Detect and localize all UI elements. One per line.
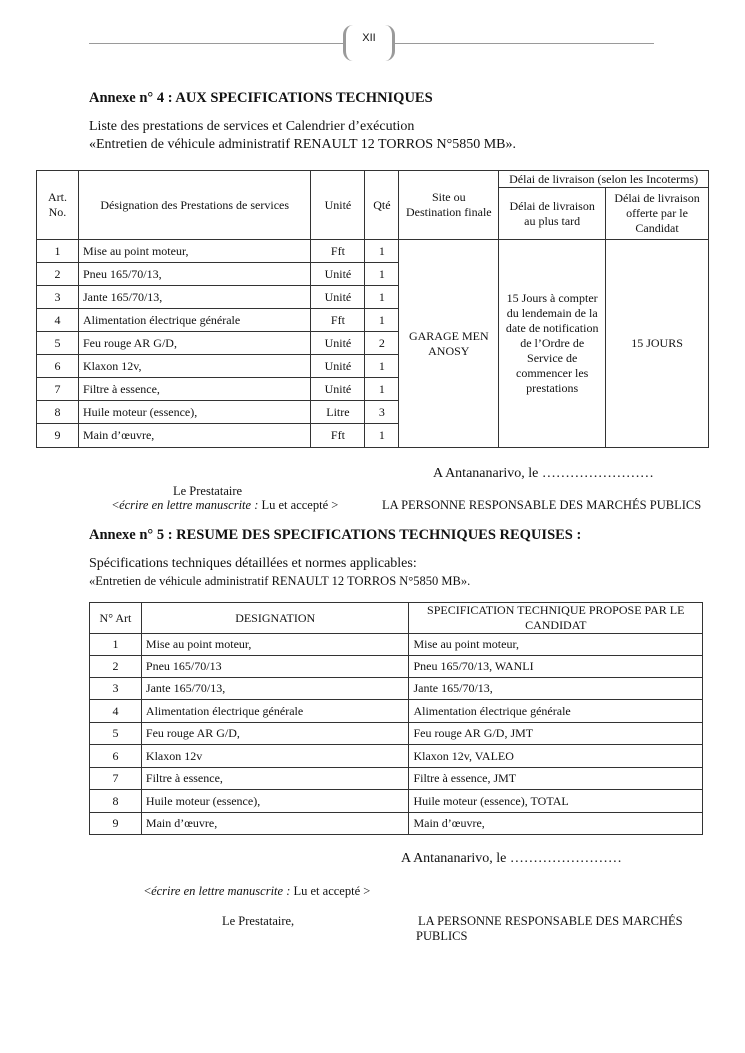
row-no: 5: [37, 332, 79, 355]
row-qte: 1: [365, 309, 399, 332]
row-spec: Feu rouge AR G/D, JMT: [409, 723, 703, 745]
row-unite: Fft: [311, 240, 365, 263]
row-spec: Klaxon 12v, VALEO: [409, 745, 703, 768]
header-rule-right: [395, 43, 654, 44]
header-qte: Qté: [365, 171, 399, 240]
annex5-prm-line2: PUBLICS: [416, 929, 468, 943]
row-unite: Unité: [311, 263, 365, 286]
table-row: [90, 678, 703, 700]
annex4-subtitle-2: «Entretien de véhicule administratif RENAULT 12 TORROS N°5850 MB».: [89, 137, 516, 152]
header-designation: DESIGNATION: [141, 603, 409, 634]
row-qte: 2: [365, 332, 399, 355]
header-art-no: Art. No.: [37, 171, 79, 240]
delai-value: 15 Jours à compter du lendemain de la date de notification de l’Ordre de Service de commencer les prestations: [499, 240, 606, 448]
row-designation: Alimentation électrique générale: [78, 309, 311, 332]
row-no: 3: [90, 678, 142, 700]
row-designation: Filtre à essence,: [141, 768, 409, 790]
manuscrite-italic: écrire en lettre manuscrite :: [151, 884, 291, 898]
row-no: 1: [90, 634, 142, 656]
row-spec: Alimentation électrique générale: [409, 700, 703, 723]
annex5-subtitle-2: «Entretien de véhicule administratif RENAULT 12 TORROS N°5850 MB».: [89, 574, 471, 588]
row-unite: Unité: [311, 378, 365, 401]
annex4-table: [36, 170, 709, 448]
row-unite: Fft: [311, 309, 365, 332]
annex5-table: [89, 602, 703, 835]
row-no: 1: [37, 240, 79, 263]
row-no: 4: [37, 309, 79, 332]
row-designation: Pneu 165/70/13: [141, 656, 409, 678]
header-no: N° Art: [90, 603, 142, 634]
row-spec: Huile moteur (essence), TOTAL: [409, 790, 703, 813]
row-no: 6: [37, 355, 79, 378]
row-no: 9: [90, 813, 142, 835]
row-spec: Pneu 165/70/13, WANLI: [409, 656, 703, 678]
table-row: [90, 656, 703, 678]
row-qte: 1: [365, 286, 399, 309]
row-designation: Pneu 165/70/13,: [78, 263, 311, 286]
annex5-prestataire-label: Le Prestataire,: [222, 914, 295, 928]
header-rule-left: [89, 43, 343, 44]
table-row: [90, 790, 703, 813]
header-delai-group: Délai de livraison (selon les Incoterms): [499, 171, 709, 188]
delai-offerte-value: 15 JOURS: [606, 240, 709, 448]
row-designation: Klaxon 12v,: [78, 355, 311, 378]
annex4-subtitle-1: Liste des prestations de services et Calendrier d’exécution: [89, 119, 415, 134]
header-spec: SPECIFICATION TECHNIQUE PROPOSE PAR LE CANDIDAT: [409, 603, 703, 634]
row-unite: Unité: [311, 355, 365, 378]
table-row: [90, 723, 703, 745]
row-designation: Klaxon 12v: [141, 745, 409, 768]
row-spec: Filtre à essence, JMT: [409, 768, 703, 790]
row-no: 9: [37, 424, 79, 448]
row-spec: Main d’œuvre,: [409, 813, 703, 835]
header-delai-plus-tard: Délai de livraison au plus tard: [499, 188, 606, 240]
row-unite: Unité: [311, 332, 365, 355]
table-row: [90, 813, 703, 835]
annex4-place-date: A Antananarivo, le ……………………: [433, 466, 654, 481]
row-qte: 1: [365, 263, 399, 286]
table-row: [90, 768, 703, 790]
manuscrite-rest: Lu et accepté: [261, 498, 329, 512]
header-site: Site ou Destination finale: [399, 171, 499, 240]
header-delai-offerte: Délai de livraison offerte par le Candidat: [606, 188, 709, 240]
header-designation: Désignation des Prestations de services: [78, 171, 311, 240]
row-unite: Unité: [311, 286, 365, 309]
annex5-prm-line1: LA PERSONNE RESPONSABLE DES MARCHÉS: [418, 914, 683, 928]
row-no: 4: [90, 700, 142, 723]
row-unite: Litre: [311, 401, 365, 424]
annex4-prestataire-label: Le Prestataire: [173, 484, 243, 498]
annex5-subtitle-1: Spécifications techniques détaillées et normes applicables:: [89, 556, 417, 571]
row-qte: 1: [365, 424, 399, 448]
page-number: XII: [362, 32, 376, 44]
row-designation: Jante 165/70/13,: [78, 286, 311, 309]
row-designation: Huile moteur (essence),: [78, 401, 311, 424]
row-designation: Mise au point moteur,: [141, 634, 409, 656]
row-qte: 1: [365, 240, 399, 263]
row-qte: 3: [365, 401, 399, 424]
table-row: [90, 745, 703, 768]
row-designation: Filtre à essence,: [78, 378, 311, 401]
row-no: 5: [90, 723, 142, 745]
header-unite: Unité: [311, 171, 365, 240]
row-no: 8: [90, 790, 142, 813]
annex5-place-date: A Antananarivo, le ……………………: [401, 851, 622, 866]
row-no: 7: [37, 378, 79, 401]
row-no: 7: [90, 768, 142, 790]
row-spec: Jante 165/70/13,: [409, 678, 703, 700]
row-designation: Jante 165/70/13,: [141, 678, 409, 700]
row-no: 6: [90, 745, 142, 768]
row-designation: Main d’œuvre,: [78, 424, 311, 448]
row-unite: Fft: [311, 424, 365, 448]
row-no: 2: [37, 263, 79, 286]
annex4-manuscrite: <écrire en lettre manuscrite : Lu et accepté >: [112, 498, 339, 512]
row-qte: 1: [365, 378, 399, 401]
row-designation: Feu rouge AR G/D,: [141, 723, 409, 745]
table-row: [90, 634, 703, 656]
row-designation: Feu rouge AR G/D,: [78, 332, 311, 355]
annex4-prm: LA PERSONNE RESPONSABLE DES MARCHÉS PUBLICS: [382, 498, 702, 512]
row-no: 3: [37, 286, 79, 309]
row-qte: 1: [365, 355, 399, 378]
annex5-manuscrite: <écrire en lettre manuscrite : Lu et accepté >: [144, 884, 371, 898]
table-row: [90, 700, 703, 723]
site-value: GARAGE MEN ANOSY: [399, 240, 499, 448]
manuscrite-italic: écrire en lettre manuscrite :: [119, 498, 259, 512]
annex4-title: Annexe n° 4 : AUX SPECIFICATIONS TECHNIQUES: [89, 90, 433, 106]
row-no: 8: [37, 401, 79, 424]
row-no: 2: [90, 656, 142, 678]
row-designation: Huile moteur (essence),: [141, 790, 409, 813]
row-spec: Mise au point moteur,: [409, 634, 703, 656]
row-designation: Alimentation électrique générale: [141, 700, 409, 723]
table-row: [37, 240, 709, 263]
annex5-title: Annexe n° 5 : RESUME DES SPECIFICATIONS TECHNIQUES REQUISES :: [89, 527, 582, 543]
row-designation: Mise au point moteur,: [78, 240, 311, 263]
row-designation: Main d’œuvre,: [141, 813, 409, 835]
manuscrite-rest: Lu et accepté: [293, 884, 361, 898]
